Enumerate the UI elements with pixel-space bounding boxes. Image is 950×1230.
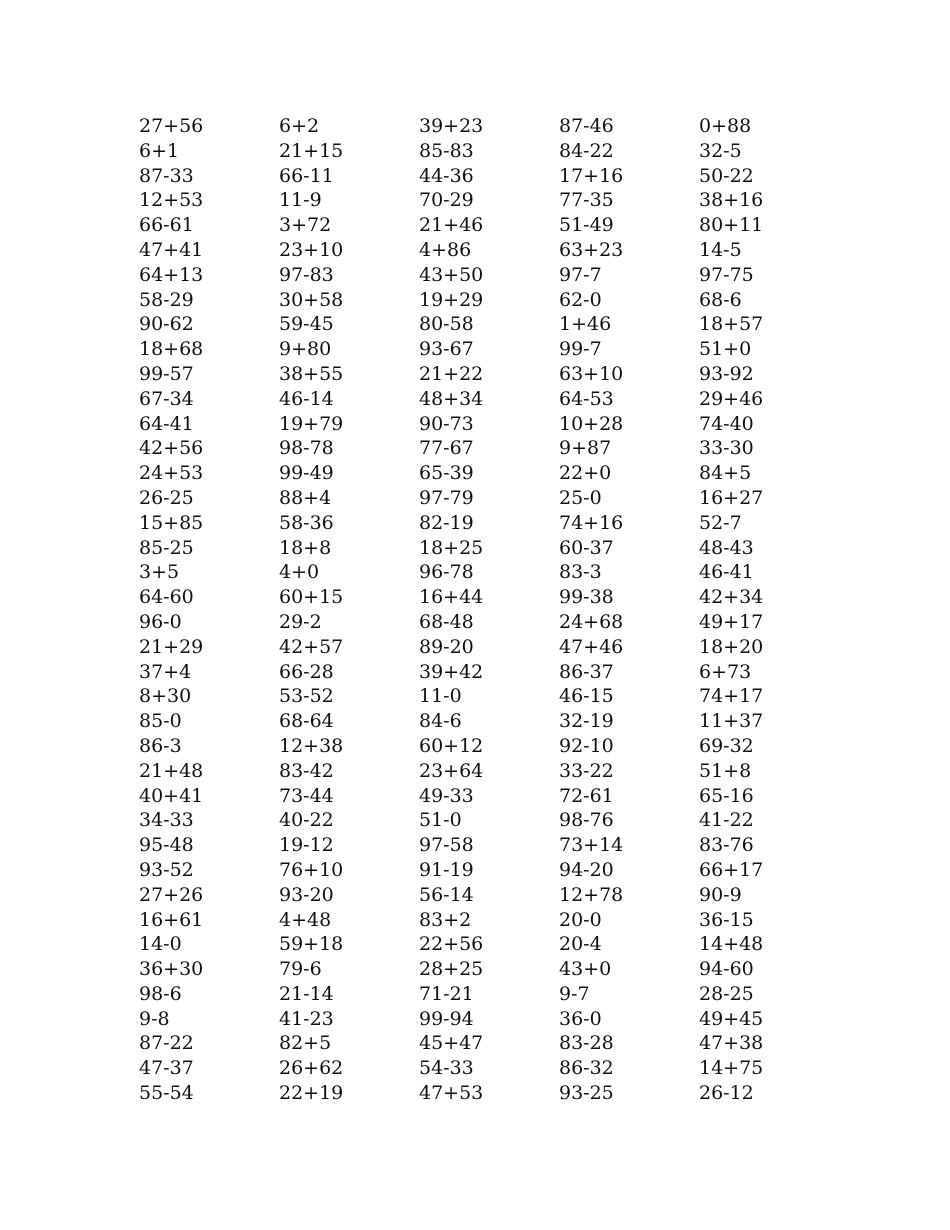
arithmetic-problem: 0+88 <box>699 115 752 137</box>
problem-row <box>139 412 839 437</box>
arithmetic-problem: 90-9 <box>699 883 742 906</box>
arithmetic-problem: 71-21 <box>419 982 474 1005</box>
problem-row <box>139 734 839 759</box>
arithmetic-problem: 1+46 <box>559 313 612 336</box>
problem-row <box>139 684 839 709</box>
arithmetic-problem: 11-0 <box>419 685 462 708</box>
arithmetic-problem: 89-20 <box>419 635 474 658</box>
arithmetic-problem: 74-40 <box>699 412 754 435</box>
arithmetic-problem: 3+72 <box>279 214 332 237</box>
arithmetic-problem: 11-9 <box>279 189 322 212</box>
arithmetic-problem: 47+38 <box>699 1032 764 1055</box>
arithmetic-problem: 69-32 <box>699 734 754 757</box>
arithmetic-problem: 47+41 <box>139 238 204 261</box>
arithmetic-problem: 49-33 <box>419 784 474 807</box>
arithmetic-problem: 49+45 <box>699 1007 764 1030</box>
arithmetic-problem: 9-8 <box>139 1007 170 1030</box>
arithmetic-problem: 51+0 <box>699 338 752 361</box>
problem-row <box>139 486 839 511</box>
arithmetic-problem: 99-57 <box>139 362 194 385</box>
problem-row <box>139 560 839 585</box>
arithmetic-problem: 15+85 <box>139 511 204 534</box>
problem-row <box>139 362 839 387</box>
arithmetic-problem: 10+28 <box>559 412 624 435</box>
arithmetic-problem: 63+23 <box>559 238 624 261</box>
problem-row <box>139 114 839 139</box>
arithmetic-problem: 83-42 <box>279 759 334 782</box>
arithmetic-problem: 99-7 <box>559 338 602 361</box>
arithmetic-problem: 14+75 <box>699 1057 764 1080</box>
arithmetic-problem: 96-78 <box>419 561 474 584</box>
arithmetic-problem: 92-10 <box>559 734 614 757</box>
arithmetic-problem: 93-52 <box>139 858 194 881</box>
arithmetic-problem: 36-15 <box>699 908 754 931</box>
problem-row <box>139 660 839 685</box>
arithmetic-problem: 83+2 <box>419 908 472 931</box>
arithmetic-problem: 70-29 <box>419 189 474 212</box>
arithmetic-problem: 42+56 <box>139 437 204 460</box>
problem-row <box>139 709 839 734</box>
arithmetic-problem: 97-75 <box>699 263 754 286</box>
arithmetic-problem: 76+10 <box>279 858 344 881</box>
problem-row <box>139 337 839 362</box>
arithmetic-problem: 98-6 <box>139 982 182 1005</box>
problem-row <box>139 858 839 883</box>
arithmetic-problem: 20-0 <box>559 908 602 931</box>
arithmetic-problem: 99-94 <box>419 1007 474 1030</box>
arithmetic-problem: 93-67 <box>419 338 474 361</box>
arithmetic-problem: 47+46 <box>559 635 624 658</box>
arithmetic-problem: 46-15 <box>559 685 614 708</box>
arithmetic-problem: 32-19 <box>559 710 614 733</box>
arithmetic-problem: 39+23 <box>419 115 484 137</box>
arithmetic-problem: 36-0 <box>559 1007 602 1030</box>
arithmetic-problem: 64+13 <box>139 263 204 286</box>
arithmetic-problem: 68-64 <box>279 710 334 733</box>
arithmetic-problem: 39+42 <box>419 660 484 683</box>
problem-row <box>139 784 839 809</box>
arithmetic-problem: 65-16 <box>699 784 754 807</box>
arithmetic-problem: 84+5 <box>699 462 752 485</box>
problem-row <box>139 164 839 189</box>
arithmetic-problem: 73-44 <box>279 784 334 807</box>
arithmetic-problem: 48+34 <box>419 387 484 410</box>
arithmetic-problem: 8+30 <box>139 685 192 708</box>
arithmetic-problem: 6+2 <box>279 115 320 137</box>
problem-row <box>139 1081 839 1106</box>
arithmetic-problem: 25-0 <box>559 486 602 509</box>
arithmetic-problem: 80-58 <box>419 313 474 336</box>
arithmetic-problem: 18+68 <box>139 338 204 361</box>
arithmetic-problem: 97-7 <box>559 263 602 286</box>
arithmetic-problem: 36+30 <box>139 958 204 981</box>
arithmetic-problem: 18+57 <box>699 313 764 336</box>
arithmetic-problem: 22+0 <box>559 462 612 485</box>
arithmetic-problem: 28+25 <box>419 958 484 981</box>
arithmetic-problem: 48-43 <box>699 536 754 559</box>
arithmetic-problem: 26-12 <box>699 1082 754 1105</box>
arithmetic-problem: 98-78 <box>279 437 334 460</box>
problem-row <box>139 932 839 957</box>
arithmetic-problem: 87-46 <box>559 115 614 137</box>
arithmetic-problem: 17+16 <box>559 164 624 187</box>
arithmetic-problem: 14-5 <box>699 238 742 261</box>
problem-row <box>139 1056 839 1081</box>
problem-row <box>139 436 839 461</box>
arithmetic-problem: 32-5 <box>699 139 742 162</box>
arithmetic-problem: 40-22 <box>279 809 334 832</box>
arithmetic-problem: 21+29 <box>139 635 204 658</box>
arithmetic-problem: 9+80 <box>279 338 332 361</box>
arithmetic-problem: 41-23 <box>279 1007 334 1030</box>
arithmetic-problem: 65-39 <box>419 462 474 485</box>
arithmetic-problem: 23+64 <box>419 759 484 782</box>
arithmetic-problem: 54-33 <box>419 1057 474 1080</box>
arithmetic-problem: 59+18 <box>279 933 344 956</box>
problem-row <box>139 188 839 213</box>
arithmetic-problem: 33-30 <box>699 437 754 460</box>
problem-row <box>139 759 839 784</box>
problem-row <box>139 1031 839 1056</box>
problem-row <box>139 263 839 288</box>
arithmetic-problem: 90-73 <box>419 412 474 435</box>
arithmetic-problem: 47+53 <box>419 1082 484 1105</box>
arithmetic-problem: 21+15 <box>279 139 344 162</box>
arithmetic-problem: 87-22 <box>139 1032 194 1055</box>
arithmetic-problem: 86-37 <box>559 660 614 683</box>
arithmetic-problem: 93-25 <box>559 1082 614 1105</box>
arithmetic-problem: 60-37 <box>559 536 614 559</box>
arithmetic-problem: 87-33 <box>139 164 194 187</box>
arithmetic-problem: 60+12 <box>419 734 484 757</box>
arithmetic-problem: 40+41 <box>139 784 204 807</box>
arithmetic-problem: 43+0 <box>559 958 612 981</box>
arithmetic-problem: 86-3 <box>139 734 182 757</box>
problem-row <box>139 833 839 858</box>
problem-row <box>139 511 839 536</box>
problem-row <box>139 536 839 561</box>
arithmetic-problem: 28-25 <box>699 982 754 1005</box>
arithmetic-problem: 20-4 <box>559 933 602 956</box>
arithmetic-problem: 18+25 <box>419 536 484 559</box>
arithmetic-problem: 85-25 <box>139 536 194 559</box>
arithmetic-problem: 58-36 <box>279 511 334 534</box>
arithmetic-problem: 97-58 <box>419 834 474 857</box>
arithmetic-problem: 84-6 <box>419 710 462 733</box>
arithmetic-problem: 67-34 <box>139 387 194 410</box>
arithmetic-problem: 56-14 <box>419 883 474 906</box>
problem-row <box>139 982 839 1007</box>
arithmetic-problem: 95-48 <box>139 834 194 857</box>
arithmetic-problem: 29-2 <box>279 610 322 633</box>
arithmetic-problem: 86-32 <box>559 1057 614 1080</box>
arithmetic-problem: 77-35 <box>559 189 614 212</box>
arithmetic-problem: 99-49 <box>279 462 334 485</box>
arithmetic-problem: 83-3 <box>559 561 602 584</box>
arithmetic-problem: 51-49 <box>559 214 614 237</box>
arithmetic-problem: 98-76 <box>559 809 614 832</box>
arithmetic-problem: 53-52 <box>279 685 334 708</box>
arithmetic-problem: 26-25 <box>139 486 194 509</box>
arithmetic-problem: 60+15 <box>279 586 344 609</box>
arithmetic-problem: 38+16 <box>699 189 764 212</box>
arithmetic-problem: 84-22 <box>559 139 614 162</box>
arithmetic-problem: 41-22 <box>699 809 754 832</box>
arithmetic-problem: 11+37 <box>699 710 764 733</box>
arithmetic-problem: 51-0 <box>419 809 462 832</box>
arithmetic-problem: 16+27 <box>699 486 764 509</box>
arithmetic-problem: 64-60 <box>139 586 194 609</box>
arithmetic-problem: 14+48 <box>699 933 764 956</box>
problem-row <box>139 1007 839 1032</box>
arithmetic-problem: 55-54 <box>139 1082 194 1105</box>
problem-row <box>139 312 839 337</box>
arithmetic-problem: 83-76 <box>699 834 754 857</box>
arithmetic-problem: 73+14 <box>559 834 624 857</box>
arithmetic-problem: 37+4 <box>139 660 192 683</box>
arithmetic-problem: 66-28 <box>279 660 334 683</box>
problem-grid <box>139 114 839 1106</box>
arithmetic-problem: 21-14 <box>279 982 334 1005</box>
problem-row <box>139 635 839 660</box>
arithmetic-problem: 18+20 <box>699 635 764 658</box>
arithmetic-problem: 58-29 <box>139 288 194 311</box>
arithmetic-problem: 21+46 <box>419 214 484 237</box>
arithmetic-problem: 34-33 <box>139 809 194 832</box>
problem-row <box>139 908 839 933</box>
arithmetic-problem: 77-67 <box>419 437 474 460</box>
problem-row <box>139 585 839 610</box>
arithmetic-problem: 43+50 <box>419 263 484 286</box>
arithmetic-problem: 99-38 <box>559 586 614 609</box>
arithmetic-problem: 6+73 <box>699 660 752 683</box>
arithmetic-problem: 23+10 <box>279 238 344 261</box>
arithmetic-problem: 94-20 <box>559 858 614 881</box>
problem-row <box>139 461 839 486</box>
arithmetic-problem: 82-19 <box>419 511 474 534</box>
arithmetic-problem: 74+17 <box>699 685 764 708</box>
arithmetic-problem: 68-48 <box>419 610 474 633</box>
arithmetic-problem: 42+34 <box>699 586 764 609</box>
arithmetic-problem: 27+56 <box>139 115 204 137</box>
problem-row <box>139 288 839 313</box>
arithmetic-problem: 24+68 <box>559 610 624 633</box>
arithmetic-problem: 85-83 <box>419 139 474 162</box>
arithmetic-problem: 66-11 <box>279 164 334 187</box>
arithmetic-problem: 66-61 <box>139 214 194 237</box>
arithmetic-problem: 83-28 <box>559 1032 614 1055</box>
arithmetic-problem: 85-0 <box>139 710 182 733</box>
arithmetic-problem: 66+17 <box>699 858 764 881</box>
problem-row <box>139 139 839 164</box>
arithmetic-problem: 72-61 <box>559 784 614 807</box>
arithmetic-problem: 80+11 <box>699 214 764 237</box>
arithmetic-problem: 9-7 <box>559 982 590 1005</box>
arithmetic-problem: 19+79 <box>279 412 344 435</box>
arithmetic-problem: 22+19 <box>279 1082 344 1105</box>
arithmetic-problem: 47-37 <box>139 1057 194 1080</box>
arithmetic-problem: 4+86 <box>419 238 472 261</box>
arithmetic-problem: 27+26 <box>139 883 204 906</box>
arithmetic-problem: 93-20 <box>279 883 334 906</box>
arithmetic-problem: 46-41 <box>699 561 754 584</box>
arithmetic-problem: 16+61 <box>139 908 204 931</box>
arithmetic-problem: 91-19 <box>419 858 474 881</box>
arithmetic-problem: 6+1 <box>139 139 180 162</box>
arithmetic-problem: 14-0 <box>139 933 182 956</box>
arithmetic-problem: 63+10 <box>559 362 624 385</box>
arithmetic-problem: 12+53 <box>139 189 204 212</box>
problem-row <box>139 610 839 635</box>
problem-row <box>139 957 839 982</box>
arithmetic-problem: 38+55 <box>279 362 344 385</box>
problem-row <box>139 238 839 263</box>
arithmetic-problem: 4+0 <box>279 561 320 584</box>
arithmetic-problem: 21+48 <box>139 759 204 782</box>
arithmetic-problem: 33-22 <box>559 759 614 782</box>
problem-row <box>139 387 839 412</box>
arithmetic-problem: 50-22 <box>699 164 754 187</box>
arithmetic-problem: 62-0 <box>559 288 602 311</box>
arithmetic-problem: 52-7 <box>699 511 742 534</box>
arithmetic-problem: 93-92 <box>699 362 754 385</box>
arithmetic-problem: 29+46 <box>699 387 764 410</box>
arithmetic-problem: 18+8 <box>279 536 332 559</box>
arithmetic-problem: 51+8 <box>699 759 752 782</box>
arithmetic-problem: 24+53 <box>139 462 204 485</box>
arithmetic-problem: 64-53 <box>559 387 614 410</box>
arithmetic-problem: 49+17 <box>699 610 764 633</box>
arithmetic-problem: 82+5 <box>279 1032 332 1055</box>
arithmetic-problem: 22+56 <box>419 933 484 956</box>
arithmetic-problem: 19+29 <box>419 288 484 311</box>
arithmetic-problem: 68-6 <box>699 288 742 311</box>
arithmetic-problem: 26+62 <box>279 1057 344 1080</box>
arithmetic-problem: 97-83 <box>279 263 334 286</box>
problem-row <box>139 883 839 908</box>
arithmetic-problem: 46-14 <box>279 387 334 410</box>
arithmetic-problem: 3+5 <box>139 561 180 584</box>
arithmetic-problem: 97-79 <box>419 486 474 509</box>
problem-row <box>139 213 839 238</box>
arithmetic-problem: 88+4 <box>279 486 332 509</box>
problem-row <box>139 808 839 833</box>
arithmetic-problem: 96-0 <box>139 610 182 633</box>
arithmetic-problem: 44-36 <box>419 164 474 187</box>
arithmetic-problem: 79-6 <box>279 958 322 981</box>
arithmetic-problem: 12+38 <box>279 734 344 757</box>
arithmetic-problem: 19-12 <box>279 834 334 857</box>
arithmetic-problem: 30+58 <box>279 288 344 311</box>
arithmetic-problem: 12+78 <box>559 883 624 906</box>
arithmetic-problem: 21+22 <box>419 362 484 385</box>
arithmetic-problem: 74+16 <box>559 511 624 534</box>
arithmetic-problem: 59-45 <box>279 313 334 336</box>
arithmetic-problem: 9+87 <box>559 437 612 460</box>
arithmetic-problem: 45+47 <box>419 1032 484 1055</box>
arithmetic-problem: 16+44 <box>419 586 484 609</box>
arithmetic-problem: 90-62 <box>139 313 194 336</box>
arithmetic-problem: 4+48 <box>279 908 332 931</box>
arithmetic-problem: 64-41 <box>139 412 194 435</box>
arithmetic-problem: 94-60 <box>699 958 754 981</box>
arithmetic-problem: 42+57 <box>279 635 344 658</box>
